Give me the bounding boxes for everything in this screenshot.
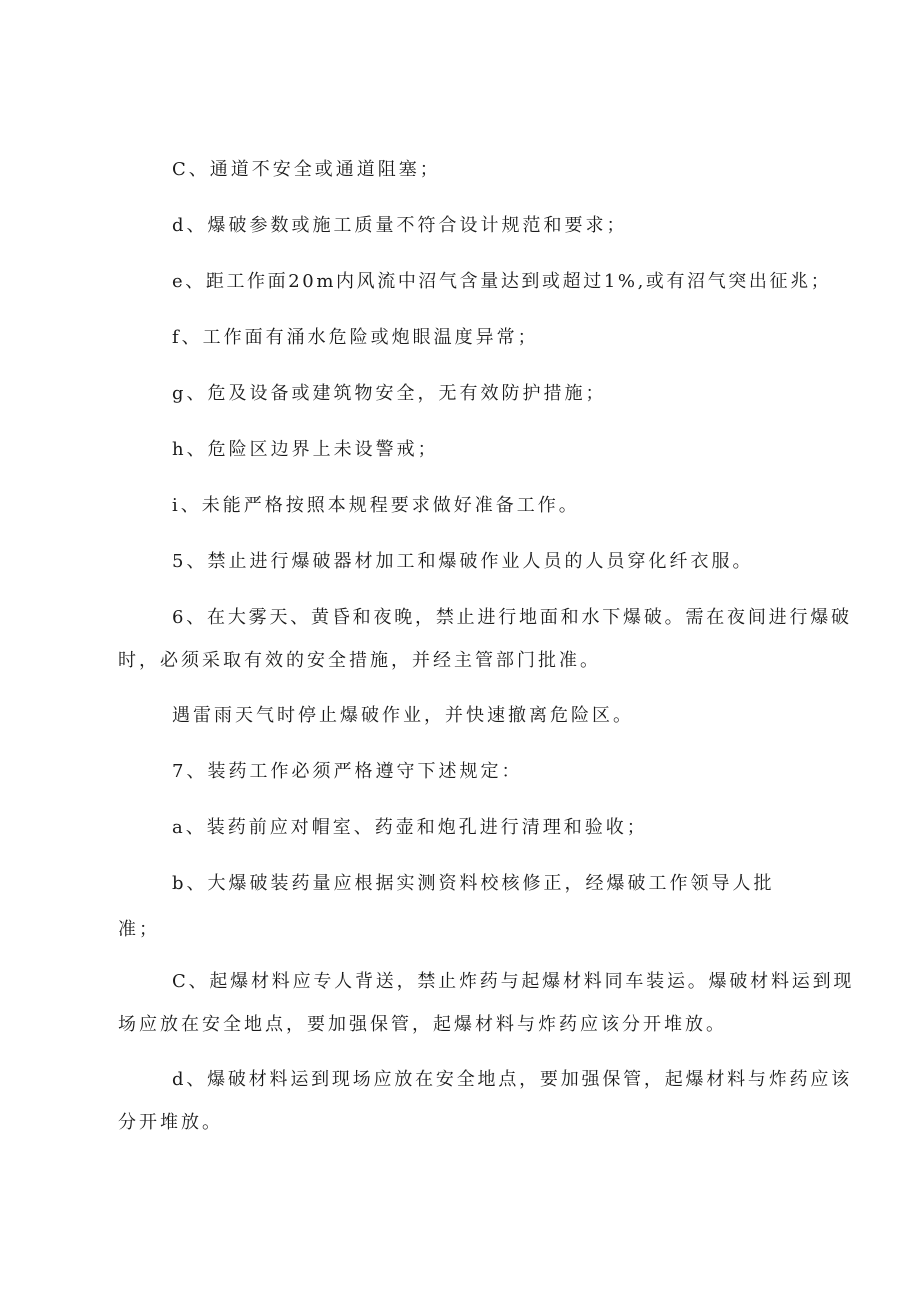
item-c-loading-line-1: C、起爆材料应专人背送，禁止炸药与起爆材料同车装运。爆破材料运到现: [172, 971, 855, 992]
item-a-loading-line-1: a、装药前应对帽室、药壶和炮孔进行清理和验收；: [172, 817, 648, 838]
item-d-loading-line-1: d、爆破材料运到现场应放在安全地点，要加强保管，起爆材料与炸药应该: [172, 1069, 852, 1090]
item-d-line-1: d、爆破参数或施工质量不符合设计规范和要求；: [172, 215, 628, 236]
rule-6-thunder-line-1: 遇雷雨天气时停止爆破作业，并快速撤离危险区。: [172, 705, 634, 726]
item-g-line-1: g、危及设备或建筑物安全，无有效防护措施；: [172, 383, 607, 404]
rule-5-line-1: 5、禁止进行爆破器材加工和爆破作业人员的人员穿化纤衣服。: [172, 551, 754, 572]
item-e-line-1: e、距工作面20m内风流中沼气含量达到或超过1%,或有沼气突出征兆；: [172, 271, 832, 292]
item-b-loading-line-2: 准；: [118, 919, 160, 940]
item-i-line-1: i、未能严格按照本规程要求做好准备工作。: [172, 495, 580, 516]
item-c-line-1: C、通道不安全或通道阻塞；: [172, 159, 441, 180]
rule-7-line-1: 7、装药工作必须严格遵守下述规定：: [172, 761, 523, 782]
item-b-loading-line-1: b、大爆破装药量应根据实测资料校核修正，经爆破工作领导人批: [172, 873, 775, 894]
item-f-line-1: f、工作面有涌水危险或炮眼温度异常；: [172, 327, 539, 348]
rule-6-line-1: 6、在大雾天、黄昏和夜晚，禁止进行地面和水下爆破。需在夜间进行爆破: [172, 607, 852, 628]
item-h-line-1: h、危险区边界上未设警戒；: [172, 439, 439, 460]
item-c-loading-line-2: 场应放在安全地点，要加强保管，起爆材料与炸药应该分开堆放。: [118, 1014, 727, 1035]
item-d-loading-line-2: 分开堆放。: [118, 1112, 223, 1133]
rule-6-line-2: 时，必须采取有效的安全措施，并经主管部门批准。: [118, 650, 601, 671]
